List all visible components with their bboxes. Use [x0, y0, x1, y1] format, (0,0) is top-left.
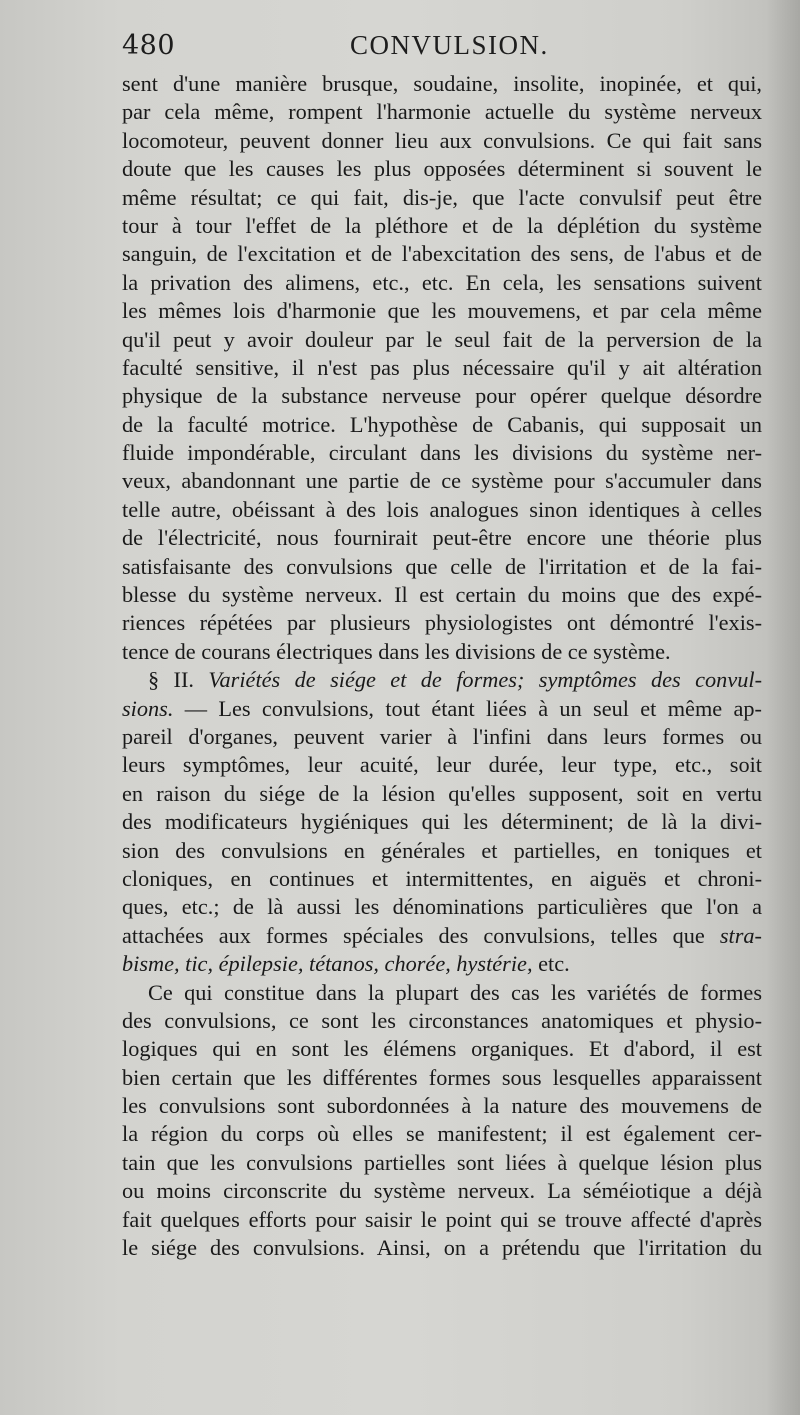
text-line: des convulsions, ce sont les circonstances anatomiques et physio-	[122, 1007, 762, 1033]
section-heading-end: sions.	[122, 695, 174, 721]
text-line: logiques qui en sont les élémens organiques. Et d'abord, il est	[122, 1036, 762, 1062]
text-line: ou moins circonscrite du système nerveux. La séméiotique a déjà	[122, 1178, 762, 1204]
text-line	[122, 922, 762, 950]
text-line: doute que les causes les plus opposées déterminent si souvent le	[122, 156, 762, 182]
section-first-line: — Les convulsions, tout étant liées à un seul et même ap-	[184, 695, 762, 721]
text-line: riences répétées par plusieurs physiologistes ont démontré l'exis-	[122, 610, 762, 636]
text-line: qu'il peut y avoir douleur par le seul fait de la perversion de la	[122, 326, 762, 352]
text-line: faculté sensitive, il n'est pas plus nécessaire qu'il y ait altération	[122, 354, 762, 380]
text-line	[122, 695, 762, 723]
text-line: de la faculté motrice. L'hypothèse de Cabanis, qui supposait un	[122, 411, 762, 437]
section-2	[122, 666, 762, 978]
text-line: leurs symptômes, leur acuité, leur durée, leur type, etc., soit	[122, 752, 762, 778]
text-line: des modificateurs hygiéniques qui les déterminent; de là la divi-	[122, 809, 762, 835]
text-line: pareil d'organes, peuvent varier à l'infini dans leurs formes ou	[122, 723, 762, 749]
text-line: veux, abandonnant une partie de ce système pour s'accumuler dans	[122, 468, 762, 494]
running-title: CONVULSION.	[350, 30, 549, 60]
paragraph-continued	[122, 70, 762, 666]
text-line: tence de courans électriques dans les divisions de ce système.	[122, 638, 671, 664]
text-line: telle autre, obéissant à des lois analogues sinon identiques à celles	[122, 496, 762, 522]
text-line: le siége des convulsions. Ainsi, on a prétendu que l'irritation du	[122, 1235, 762, 1261]
italic-term: stra-	[719, 922, 762, 948]
text-line: bien certain que les différentes formes sous lesquelles apparaissent	[122, 1064, 762, 1090]
text-line: fluide impondérable, circulant dans les divisions du système ner-	[122, 440, 762, 466]
text-line: tain que les convulsions partielles sont liées à quelque lésion plus	[122, 1149, 762, 1175]
text-line: en raison du siége de la lésion qu'elles supposent, soit en vertu	[122, 780, 762, 806]
page-number: 480	[122, 30, 176, 61]
text-line: locomoteur, peuvent donner lieu aux convulsions. Ce qui fait sans	[122, 127, 762, 153]
text-line: sion des convulsions en générales et partielles, en toniques et	[122, 837, 762, 863]
section-number: § II.	[148, 667, 194, 693]
text-line: sanguin, de l'excitation et de l'abexcitation des sens, de l'abus et de	[122, 241, 762, 267]
text-line: cloniques, en continues et intermittentes, en aiguës et chroni-	[122, 865, 762, 891]
section-heading-line	[122, 666, 762, 694]
text-segment: etc.	[538, 951, 570, 977]
text-line: même résultat; ce qui fait, dis-je, que l'acte convulsif peut être	[122, 184, 762, 210]
text-line: tour à tour l'effet de la pléthore et de la déplétion du système	[122, 212, 762, 238]
text-line: par cela même, rompent l'harmonie actuelle du système nerveux	[122, 99, 762, 125]
text-line: la région du corps où elles se manifestent; il est également cer-	[122, 1121, 762, 1147]
text-line: les mêmes lois d'harmonie que les mouvemens, et par cela même	[122, 298, 762, 324]
paragraph-3	[122, 979, 762, 1263]
section-heading: Variétés de siége et de formes; symptômes des convul-	[208, 667, 762, 693]
text-line: blesse du système nerveux. Il est certain du moins que des expé-	[122, 582, 762, 608]
text-line: fait quelques efforts pour saisir le point qui se trouve affecté d'après	[122, 1206, 762, 1232]
text-line: la privation des alimens, etc., etc. En cela, les sensations suivent	[122, 269, 762, 295]
text-line: physique de la substance nerveuse pour opérer quelque désordre	[122, 383, 762, 409]
text-line	[122, 950, 762, 978]
text-line: de l'électricité, nous fournirait peut-être encore une théorie plus	[122, 525, 762, 551]
text-line: Ce qui constitue dans la plupart des cas les variétés de formes	[148, 979, 762, 1005]
body-text	[122, 70, 762, 1262]
text-line: sent d'une manière brusque, soudaine, insolite, inopinée, et qui,	[122, 71, 762, 96]
text-segment: attachées aux formes spéciales des convulsions, telles que	[122, 922, 705, 948]
italic-terms: bisme, tic, épilepsie, tétanos, chorée, hystérie,	[122, 951, 533, 977]
text-line: ques, etc.; de là aussi les dénominations particulières que l'on a	[122, 894, 762, 920]
text-line: satisfaisante des convulsions que celle de l'irritation et de la fai-	[122, 553, 762, 579]
text-line: les convulsions sont subordonnées à la nature des mouvemens de	[122, 1093, 762, 1119]
